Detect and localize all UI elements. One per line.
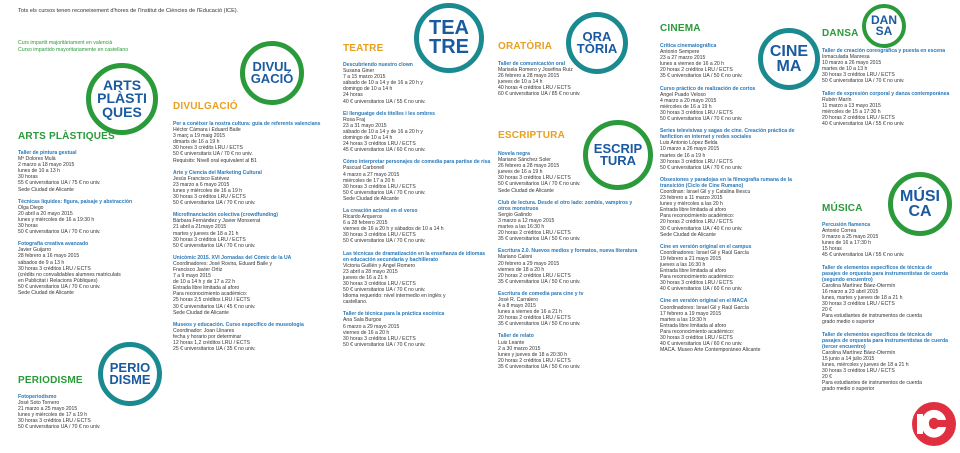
course-detail-line: 2 a 30 marzo 2015 — [498, 345, 541, 352]
course-detail-line: martes a las 16:30 h — [498, 224, 545, 231]
course-title: Escritura 2.0. Nuevos medios y formatos, nueva literatura — [498, 248, 638, 255]
course-detail-line: 26 febrero a 28 mayo 2015 — [498, 163, 560, 170]
course-detail-line: 35 € universitarios UA / 50 € no univ. — [498, 278, 581, 285]
course-detail-line: 40 € universitarios UA / 55 € no univ. — [343, 98, 426, 105]
course-item — [498, 61, 646, 98]
course-item — [343, 311, 491, 348]
course-detail-line: Entrada libre limitada al aforo — [660, 268, 727, 275]
course-title: Club de lectura. Desde el otro lado: zombis, vampiros y otros monstruos — [498, 199, 633, 212]
course-detail-line: Ángel Puado Veloso — [660, 91, 706, 98]
course-detail-line: en Publicitat i Relacions Públiques) — [18, 277, 98, 284]
course-detail-line: Coordinadores: José Rovira, Eduard Baile y — [173, 260, 273, 267]
course-detail-line: jueves a las 16:30 h — [660, 262, 706, 268]
course-item — [343, 251, 491, 306]
course-title: Taller de pintura gestual — [18, 150, 77, 156]
course-detail-line: 20 € — [822, 374, 832, 381]
course-detail-line: 20 abril a 20 mayo 2015 — [18, 210, 73, 217]
course-detail-line: José R. Carralero — [498, 296, 538, 303]
course-detail-line: 30 horas — [18, 223, 38, 230]
course-detail-line: 30 horas 3 créditos LRU / ECTS — [822, 301, 895, 308]
course-item — [173, 170, 321, 207]
course-detail-line: jueves de 16 a 19 h — [498, 169, 543, 176]
course-detail-line: martes a las 19:30 h — [660, 316, 707, 323]
course-title: Las técnicas de dramatización en la enseñanza de idiomas en educación secundaria y bachillerato — [343, 250, 486, 263]
course-detail-line: miércoles de 17 a 20 h — [343, 177, 395, 184]
course-detail-line: 30 horas 3 créditos LRU / ECTS — [343, 183, 416, 190]
course-detail-line: Para reconocimiento académico: — [660, 274, 735, 281]
course-detail-line: 30 hores 3 crèdits LRU / ECTS — [173, 145, 243, 152]
periodisme-badge-line-2: DISME — [109, 372, 151, 387]
course-title: Percusión flamenca — [822, 222, 871, 228]
course-detail-line: Rosa Fraj — [343, 116, 366, 123]
course-detail-line: 30 € universitarios UA / 45 € no univ. — [173, 303, 256, 310]
course-detail-line: 24 horas — [343, 92, 363, 99]
course-detail-line: 3 marzo a 12 mayo 2015 — [498, 217, 555, 224]
course-detail-line: 30 horas 3 créditos LRU / ECTS — [660, 280, 733, 287]
musica-badge-line-1: MÚSI — [900, 187, 940, 205]
arts-badge-line-1: ARTS — [102, 77, 142, 94]
course-item — [498, 151, 646, 194]
course-detail-line: 6 marzo a 29 mayo 2015 — [343, 323, 400, 330]
course-detail-line: 55 € universitarios UA / 75 € no univ. — [18, 180, 101, 187]
course-title: Curso práctico de realización de cortos — [660, 85, 756, 92]
course-detail-line: 60 € universitarios UA / 85 € no univ. — [498, 91, 581, 98]
section-title-musica: MÚSICA — [822, 203, 863, 214]
escriptura-course-list — [498, 151, 646, 376]
course-detail-line: 30 horas 3 créditos LRU / ECTS — [822, 72, 895, 79]
course-detail-line: 26 febrero a 28 mayo 2015 — [498, 73, 560, 80]
arts-badge — [86, 63, 158, 135]
course-title: Novela negra — [498, 151, 530, 157]
course-item — [822, 48, 952, 85]
course-detail-line: Para reconocimiento académico: — [660, 213, 735, 220]
course-detail-line: Idioma requerido: nivel intermedio en inglés y — [343, 293, 446, 300]
course-detail-line: lunes y miércoles de 16 a 19 h — [173, 187, 243, 194]
course-title: Taller de técnica para la práctica escénica — [343, 311, 445, 318]
course-detail-line: martes de 16 a 19 h — [660, 152, 706, 159]
divulgacio-course-list — [173, 121, 321, 358]
course-detail-line: 11 marzo a 13 mayo 2015 — [822, 102, 881, 109]
course-detail-line: 35 € universitarios UA / 50 € no univ. — [498, 363, 581, 370]
course-item — [660, 128, 810, 171]
course-title: Museos y educación. Curso específico de museología — [173, 321, 304, 328]
course-detail-line: de 10 a 14 h y de 17 a 22 h — [173, 279, 236, 286]
course-detail-line: 50 € universitarios UA / 70 € no univ. — [173, 242, 256, 249]
course-detail-line: 40 € universitarios UA / 55 € no univ. — [822, 121, 905, 128]
course-item — [660, 86, 810, 123]
course-detail-line: Requisits: Nivell oral equivalent al B1 — [173, 157, 257, 164]
course-detail-line: 30 horas 3 créditos LRU / ECTS — [343, 335, 416, 342]
course-detail-line: 10 marzo a 26 mayo 2015 — [660, 146, 720, 153]
course-detail-line: Mª Dolores Mulà — [18, 156, 56, 163]
oratoria-course-list — [498, 61, 646, 104]
dansa-badge — [862, 4, 906, 48]
course-detail-line: 24 horas 3 créditos LRU / ECTS — [343, 141, 416, 148]
course-item — [822, 332, 952, 393]
course-detail-line: José Soto Tornero — [18, 400, 60, 407]
course-detail-line: Sede Ciudad de Alicante — [173, 309, 229, 316]
course-item — [498, 333, 646, 370]
legend-castellano: Curso impartido mayoritariamente en castellano — [18, 47, 129, 53]
course-detail-line: Victoria Guillén y Ángel Romero — [343, 262, 416, 269]
course-title: Arte y Ciencia del Marketing Cultural — [173, 169, 262, 176]
course-detail-line: domingo de 10 a 14 h — [343, 86, 393, 93]
course-item — [173, 121, 321, 164]
section-title-divulgacio: DIVULGACIÓ — [173, 101, 238, 112]
cinema-badge-line-2: MA — [776, 58, 802, 75]
course-title: Escritura de comedia para cine y tv — [498, 290, 584, 297]
course-detail-line: 16 marzo a 23 abril 2015 — [822, 288, 879, 295]
course-title: Crítica cinematográfica — [660, 43, 717, 49]
escriptura-badge-line-2: TURA — [599, 153, 637, 168]
course-detail-line: 23 a 31 mayo 2015 — [343, 122, 387, 129]
course-detail-line: Para reconocimiento académico: — [173, 291, 248, 298]
course-detail-line: 4 a 8 mayo 2015 — [498, 303, 536, 310]
course-detail-line: Rubén Marín — [822, 96, 852, 103]
course-detail-line: 20 horas 2 créditos LRU / ECTS — [660, 219, 733, 226]
course-title: Taller de elementos específicos de técnica de pasajes de orquesta para instrumentistas de cuerda (segundo encuentro) — [822, 264, 948, 283]
course-title: Taller de comunicación oral — [498, 61, 565, 67]
course-detail-line: 30 horas 3 créditos LRU / ECTS — [18, 265, 91, 272]
course-detail-line: lunes a viernes de 16 a 20 h — [660, 61, 725, 68]
course-detail-line: Antonio Correa — [822, 228, 857, 235]
course-title: Cine en versión original en el MACA — [660, 298, 748, 305]
course-detail-line: 45 € universitarios UA / 55 € no univ. — [822, 252, 905, 259]
course-detail-line: viernes de 16 a 20 h y sábados de 10 a 14 h — [343, 226, 444, 233]
course-title: Técnicas líquides: figura, paisaje y abstracción — [18, 198, 133, 205]
course-detail-line: 4 marzo a 27 mayo 2015 — [343, 171, 400, 178]
course-detail-line: 35 € universitarios UA / 50 € no univ. — [498, 321, 581, 328]
course-detail-line: 40 € universitarios UA / 60 € no univ. — [660, 341, 743, 348]
course-detail-line: 30 horas 3 créditos LRU / ECTS — [343, 232, 416, 239]
course-detail-line: Sede Ciudad de Alicante — [498, 187, 554, 194]
course-title: El llenguatge dels titelles i les ombres — [343, 110, 436, 117]
course-detail-line: grado medio o superior — [822, 386, 875, 393]
course-item — [173, 255, 321, 316]
arts-badge-line-3: QUES — [102, 103, 142, 120]
course-detail-line: Carolina Martínez Báez-Otermín — [822, 282, 896, 289]
course-detail-line: 40 horas 4 créditos LRU / ECTS — [498, 85, 571, 92]
course-detail-line: 30 horas — [18, 174, 38, 181]
course-detail-line: 6 a 28 febrero 2015 — [343, 220, 388, 227]
course-detail-line: 30 horas 3 créditos LRU / ECTS — [660, 335, 733, 342]
course-detail-line: jueves de 10 a 14 h — [498, 79, 543, 86]
course-detail-line: 4 marzo a 20 mayo 2015 — [660, 97, 717, 104]
course-detail-line: 50 € universitarios UA / 70 € no univ. — [343, 189, 426, 196]
divulgacio-badge-line-2: GACIÓ — [250, 71, 294, 86]
course-detail-line: 20 horas 2 créditos LRU / ECTS — [498, 272, 571, 279]
teatre-badge-line-1: TEA — [429, 17, 469, 39]
course-item — [822, 222, 952, 259]
course-detail-line: lunes a viernes de 16 a 21 h — [498, 309, 563, 316]
course-detail-line: lunes de 16 a 17:30 h — [822, 240, 871, 247]
course-item — [660, 177, 810, 238]
course-detail-line: Marisela Romero y Josefina Ruiz — [498, 67, 573, 74]
course-detail-line: 20 horas 2 créditos LRU / ECTS — [498, 230, 571, 237]
course-detail-line: sábados de 9 a 13 h — [18, 259, 65, 266]
course-detail-line: Ana Sala Burgos — [343, 317, 382, 324]
course-detail-line: Coordinador: Joan Llinares — [173, 327, 235, 334]
course-detail-line: 2 marzo a 18 mayo 2015 — [18, 162, 75, 169]
course-detail-line: 12 horas 1,2 créditos LRU / ECTS — [173, 340, 251, 346]
course-detail-line: 30 horas 3 créditos LRU / ECTS — [173, 194, 246, 201]
teatre-course-list — [343, 62, 491, 354]
course-detail-line: Susana Giner — [343, 68, 375, 75]
dansa-course-list — [822, 48, 952, 133]
course-detail-line: Bárbara Fernández y Javier Monserrat — [173, 218, 261, 225]
course-title: Per a conèixer la nostra cultura: guia de referents valencians — [173, 121, 321, 127]
divulgacio-badge-line-1: DIVUL — [252, 58, 292, 74]
course-item — [822, 91, 952, 128]
musica-badge-line-2: CA — [908, 203, 932, 220]
course-item — [173, 322, 321, 352]
course-detail-line: 50 € universitarios UA / 70 € no univ. — [498, 181, 581, 188]
course-detail-line: 50 € universitaris UA / 70 € no univ. — [173, 151, 253, 158]
course-detail-line: 30 horas 3 créditos LRU / ECTS — [173, 236, 246, 243]
course-detail-line: Luis Leante — [498, 339, 525, 346]
course-item — [822, 265, 952, 326]
course-title: Taller de relato — [498, 333, 534, 340]
course-detail-line: Sede Ciudad de Alicante — [343, 195, 399, 202]
course-detail-line: Coordinadores: Israel Gil y Raúl García — [660, 304, 749, 311]
course-detail-line: 7 a 15 marzo 2015 — [343, 74, 386, 81]
course-title: Microfinanciación colectiva (crowdfunding) — [173, 212, 278, 219]
section-title-teatre: TEATRE — [343, 43, 384, 54]
course-detail-line: 20 horas 2 créditos LRU / ECTS — [498, 315, 571, 322]
course-detail-line: 15 horas — [822, 246, 842, 253]
course-item — [498, 291, 646, 328]
section-title-periodisme: PERIODISME — [18, 375, 83, 386]
musica-course-list — [822, 222, 952, 398]
course-detail-line: lunes y miércoles de 16 a 19:30 h — [18, 216, 95, 223]
course-detail-line: 28 febrero a 16 mayo 2015 — [18, 253, 80, 260]
legend-valencia: Curs impartit majoritàriament en valencià — [18, 40, 113, 46]
course-detail-line: Para estudiantes de instrumentos de cuerda — [822, 380, 922, 387]
course-title: Taller de creación coreográfica y puesta en escena — [822, 48, 946, 54]
course-detail-line: 50 € universitarios UA / 70 € no univ. — [660, 116, 743, 123]
course-item — [343, 159, 491, 202]
course-detail-line: 23 a 27 marzo 2015 — [660, 55, 706, 62]
course-item — [498, 248, 646, 285]
course-title: Unicòmic 2015. XVI Jornadas del Còmic de la UA — [173, 254, 292, 261]
course-detail-line: 20 horas 2 créditos LRU / ECTS — [498, 357, 571, 364]
course-detail-line: 23 abril a 28 mayo 2015 — [343, 268, 398, 275]
course-detail-line: 30 horas 3 créditos LRU / ECTS — [660, 158, 733, 165]
course-title: Fotoperiodismo — [18, 394, 57, 400]
course-detail-line: 25 € universitarios UA / 35 € no univ. — [173, 346, 256, 353]
course-detail-line: Coordinan: Israel Gil y y Catalina Iliescu — [660, 188, 751, 195]
course-detail-line: Sede Ciudad de Alicante — [18, 186, 74, 193]
course-detail-line: Héctor Càmara i Eduard Baile — [173, 127, 241, 134]
course-detail-line: lunes y jueves de 18 a 20:30 h — [498, 351, 568, 358]
cinema-badge-line-1: CINE — [769, 42, 809, 60]
course-detail-line: Jesús Francisco Estévez — [173, 175, 230, 182]
course-detail-line: martes y jueves de 18 a 21 h — [173, 230, 239, 237]
course-detail-line: lunes, martes y jueves de 18 a 21 h — [822, 295, 903, 302]
brand-logo-icon — [908, 394, 956, 450]
course-title: Fotografía creativa avanzado — [18, 241, 89, 248]
course-detail-line: domingo de 10 a 14 h — [343, 135, 393, 142]
course-detail-line: Pascual Carbonell — [343, 165, 385, 172]
course-item — [173, 212, 321, 249]
course-title: Series televisivas y sagas de cine. Creación práctica de fanfiction en internet y redes sociales — [660, 128, 795, 141]
course-detail-line: Para reconocimiento académico: — [660, 328, 735, 335]
course-detail-line: 30 horas 3 créditos LRU / ECTS — [660, 109, 733, 116]
course-detail-line: 9 marzo a 25 mayo 2015 — [822, 234, 879, 241]
course-detail-line: lunes y miércoles a las 20 h — [660, 201, 723, 208]
course-detail-line: 50 € universitarios UA / 70 € no univ. — [660, 164, 743, 171]
course-detail-line: Antonio Sempere — [660, 49, 700, 56]
periodisme-course-list — [18, 394, 166, 437]
course-detail-line: Ricardo Arqueros — [343, 214, 383, 221]
course-detail-line: 50 € universitarios UA / 70 € no univ. — [822, 78, 905, 85]
course-detail-line: viernes de 18 a 20 h — [498, 266, 545, 273]
course-detail-line: Sede Ciudad de Alicante — [18, 289, 74, 296]
escriptura-badge-line-1: ESCRIP — [593, 140, 643, 156]
course-detail-line: 50 € universitarios UA / 70 € no univ. — [18, 229, 101, 236]
course-detail-line: 19 febrero a 21 mayo 2015 — [660, 255, 722, 262]
section-title-arts: ARTS PLÀSTIQUES — [18, 131, 115, 142]
course-detail-line: 17 febrero a 19 mayo 2015 — [660, 310, 722, 317]
course-detail-line: miércoles de 16 a 19 h — [660, 103, 712, 110]
course-detail-line: Entrada libre limitada al aforo — [173, 285, 240, 292]
section-title-oratoria: ORATÒRIA — [498, 41, 553, 52]
cinema-course-list — [660, 43, 810, 359]
course-detail-line: 30 horas 3 créditos LRU / ECTS — [18, 418, 91, 425]
course-detail-line: 21 marzo a 25 mayo 2015 — [18, 406, 78, 413]
course-detail-line: Entrada libre limitada al aforo — [660, 322, 727, 329]
course-title: Taller de expresión corporal y danza contemporánea — [822, 90, 950, 97]
course-detail-line: 20 € — [822, 307, 832, 314]
course-detail-line: 25 horas 2,5 créditos LRU / ECTS — [173, 297, 251, 304]
course-detail-line: dimarts de 16 a 19 h — [173, 139, 220, 146]
course-detail-line: 21 abril a 21mayo 2015 — [173, 224, 227, 231]
course-detail-line: sábado de 10 a 14 y de 16 a 20 h y — [343, 80, 423, 87]
course-item — [343, 111, 491, 154]
course-detail-line: 45 € universitarios UA / 60 € no univ. — [343, 147, 426, 154]
course-detail-line: Francisco Javier Ortiz — [173, 266, 223, 273]
course-title: Taller de elementos específicos de técnica de pasajes de orquesta para instrumentistas de cuerda (tercer encuentro) — [822, 331, 948, 350]
periodisme-badge-line-1: PERIO — [109, 359, 151, 375]
course-detail-line: lunes y miércoles de 17 a 19 h — [18, 412, 88, 419]
course-detail-line: (crèdits no convalidables alumnes matriculats — [18, 271, 121, 278]
course-detail-line: 50 € universitarios UA / 70 € no univ. — [18, 424, 101, 431]
course-detail-line: 50 € universitarios UA / 70 € no univ. — [343, 287, 426, 294]
course-item — [660, 298, 810, 353]
course-detail-line: 7 a 9 mayo 2015 — [173, 273, 211, 280]
course-detail-line: lunes, miércoles y jueves de 18 a 21 h — [822, 361, 909, 368]
course-detail-line: 40 € universitarios UA / 60 € no univ. — [660, 286, 743, 293]
course-detail-line: Sergio Galindo — [498, 211, 532, 218]
course-title: Obsesiones y paradojas en la filmografía rumana de la transición (Ciclo de Cine Rumano) — [660, 176, 792, 189]
course-detail-line: sábado de 10 a 14 y de 16 a 20 h y — [343, 128, 423, 135]
course-item — [660, 244, 810, 293]
section-title-escriptura: ESCRIPTURA — [498, 130, 566, 141]
course-detail-line: 35 € universitarios UA / 50 € no univ. — [660, 73, 743, 80]
course-detail-line: 20 horas 2 créditos LRU / ECTS — [822, 114, 895, 121]
course-title: Cine en versión original en el campus — [660, 243, 752, 250]
course-detail-line: Mariano Sánchez Soler — [498, 157, 551, 164]
course-detail-line: 50 € universitarios UA / 70 € no univ. — [343, 341, 426, 348]
course-detail-line: 30 horas 3 créditos LRU / ECTS — [498, 175, 571, 182]
course-item — [343, 208, 491, 245]
course-detail-line: Olga Diego — [18, 204, 44, 211]
course-detail-line: jueves de 16 a 21 h — [343, 274, 388, 281]
course-detail-line: castellano. — [343, 299, 368, 306]
ice-note: Tots els cursos tenen reconeixement d'hores de l'Institut de Ciències de l'Educació (ICE). — [18, 8, 239, 14]
course-detail-line: 10 marzo a 26 mayo 2015 — [822, 60, 882, 67]
course-title: Cómo interpretar personajes de comedia para partise de risa — [343, 159, 491, 166]
course-detail-line: 35 € universitarios UA / 50 € no univ. — [498, 236, 581, 243]
course-detail-line: Sede Ciudad de Alicante — [660, 231, 716, 238]
course-detail-line: grado medio o superior — [822, 319, 875, 326]
section-title-cinema: CINEMA — [660, 23, 701, 34]
course-detail-line: Para estudiantes de instrumentos de cuerda — [822, 313, 922, 320]
course-detail-line: 50 € universitarios UA / 70 € no univ. — [18, 283, 101, 290]
course-detail-line: 50 € universitarios UA / 70 € no univ. — [173, 200, 256, 207]
course-item — [18, 150, 166, 193]
course-detail-line: martes de 10 a 13 h — [822, 66, 868, 73]
course-detail-line: Carolina Martínez Báez-Otermín — [822, 349, 896, 356]
course-title: Descubriendo nuestro clown — [343, 62, 413, 68]
course-detail-line: Inmaculada Manresa — [822, 54, 870, 61]
course-detail-line: MACA. Museo Arte Contemporáneo Alicante — [660, 347, 761, 354]
divulgacio-badge — [240, 41, 304, 105]
course-item — [660, 43, 810, 80]
course-detail-line: lunes de 10 a 13 h — [18, 168, 60, 175]
course-item — [18, 394, 166, 431]
oratoria-badge-line-2: TÒRIA — [576, 41, 618, 56]
course-detail-line: Luis Antonio López Belda — [660, 140, 718, 147]
course-detail-line: 20 febrero a 29 mayo 2015 — [498, 260, 560, 267]
course-detail-line: 30 horas 3 créditos LRU / ECTS — [822, 368, 895, 375]
teatre-badge-line-2: TRE — [429, 36, 469, 58]
course-detail-line: 23 marzo a 6 mayo 2015 — [173, 181, 230, 188]
arts-course-list — [18, 150, 166, 302]
course-detail-line: Entrada libre limitada al aforo — [660, 207, 727, 214]
course-detail-line: 15 junio a 14 julio 2015 — [822, 355, 875, 362]
course-detail-line: Javier Guijarro — [18, 247, 52, 254]
course-item — [18, 199, 166, 236]
course-detail-line: fecha y horario por determinar — [173, 333, 242, 340]
dansa-badge-line-2: SA — [875, 24, 893, 38]
course-detail-line: miércoles de 15 a 17:30 h — [822, 108, 881, 115]
course-detail-line: viernes de 16 a 20 h — [343, 329, 390, 336]
course-detail-line: 50 € universitarios UA / 70 € no univ. — [343, 238, 426, 245]
course-detail-line: Coordinadores: Israel Gil y Raúl García — [660, 249, 749, 256]
course-detail-line: Mariano Caloni — [498, 254, 533, 261]
course-item — [343, 62, 491, 105]
course-detail-line: 30 € universitarios UA / 40 € no univ. — [660, 225, 743, 232]
course-item — [498, 200, 646, 243]
course-detail-line: 3 març a 19 maig 2015 — [173, 133, 226, 140]
arts-badge-line-2: PLÀSTI — [97, 90, 147, 107]
course-item — [18, 241, 166, 296]
section-title-dansa: DANSA — [822, 28, 859, 39]
course-detail-line: 23 febrero a 11 marzo 2015 — [660, 195, 723, 202]
course-detail-line: 20 horas 2 créditos LRU / ECTS — [660, 67, 733, 74]
oratoria-badge-line-1: ORA — [582, 28, 612, 44]
course-detail-line: 30 horas 3 créditos LRU / ECTS — [343, 281, 416, 287]
dansa-badge-line-1: DAN — [871, 12, 897, 27]
course-title: La creación actoral en el verso — [343, 207, 418, 214]
